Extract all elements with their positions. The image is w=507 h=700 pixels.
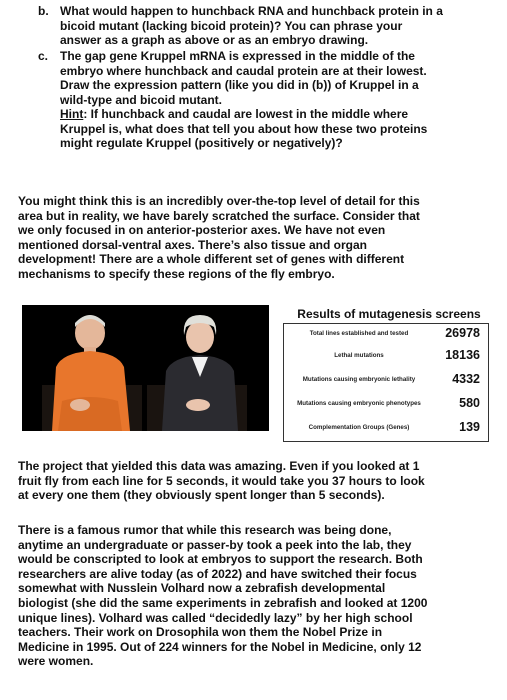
text-line: embryo where hunchback and caudal protein are at their lowest. xyxy=(60,63,427,78)
text-line: mechanisms to specify these regions of the fly embryo. xyxy=(18,266,335,281)
table-title: Results of mutagenesis screens xyxy=(297,307,481,321)
text-line: bicoid mutant (lacking bicoid protein)? You can phrase your xyxy=(60,18,403,33)
row-label: Total lines established and tested xyxy=(309,330,409,337)
table-row xyxy=(284,324,488,346)
text-line: biologist (she did the same experiments in zebrafish and looked at 1200 xyxy=(18,595,428,610)
table-row xyxy=(284,394,488,416)
question-c-text xyxy=(60,49,496,151)
text-line: anytime an undergraduate or passer-by took a peek into the lab, they xyxy=(18,537,412,552)
paragraph-context xyxy=(18,194,496,282)
question-b-text xyxy=(60,4,496,48)
text-line: at every one them (they obviously spent longer than 5 seconds). xyxy=(18,488,385,503)
researchers-photo xyxy=(22,305,269,431)
table-row xyxy=(284,370,488,392)
researchers-illustration xyxy=(22,305,269,431)
hint-label: Hint xyxy=(60,107,84,121)
text-line: somewhat with Nusslein Volhard now a zebrafish developmental xyxy=(18,581,386,596)
text-line: we only focused in on anterior-posterior axes. We have not even xyxy=(18,223,386,238)
text-line: might regulate Kruppel (positively or negatively)? xyxy=(60,136,343,150)
text-line: Medicine in 1995. Out of 224 winners for the Nobel in Medicine, only 12 xyxy=(18,639,422,654)
question-c xyxy=(38,49,496,151)
text-line: teachers. Their work on Drosophila won them the Nobel Prize in xyxy=(18,625,383,640)
row-label: Complementation Groups (Genes) xyxy=(308,424,410,431)
text-line: were women. xyxy=(18,654,94,669)
text-line: researchers are alive today (as of 2022) and have switched their focus xyxy=(18,566,417,581)
table-row xyxy=(284,346,488,368)
row-label: Lethal mutations xyxy=(334,352,384,359)
row-value: 26978 xyxy=(445,326,480,340)
text-line: There is a famous rumor that while this research was being done, xyxy=(18,523,392,537)
text-line: You might think this is an incredibly over-the-top level of detail for this xyxy=(18,194,420,208)
text-line: fruit fly from each line for 5 seconds, it would take you 37 hours to look xyxy=(18,473,425,488)
text-line: mentioned dorsal-ventral axes. There’s also tissue and organ xyxy=(18,237,367,252)
text-line: The gap gene Kruppel mRNA is expressed in the middle of the xyxy=(60,49,415,63)
row-value: 139 xyxy=(459,420,480,434)
question-c-label: c. xyxy=(38,49,49,63)
text-line: would be conscripted to look at embryos to support the research. Both xyxy=(18,552,423,567)
row-label: Mutations causing embryonic lethality xyxy=(302,376,416,383)
table-row xyxy=(284,418,488,440)
row-value: 18136 xyxy=(445,348,480,362)
hint-line xyxy=(60,107,496,122)
text-line: Draw the expression pattern (like you did in (b)) of Kruppel in a xyxy=(60,78,419,92)
paragraph-rumor xyxy=(18,523,496,669)
text-line: answer as a graph as above or as an embryo drawing. xyxy=(60,33,369,47)
text-line: unique lines). Volhard was called “decidedly lazy” by her high school xyxy=(18,610,413,625)
row-value: 4332 xyxy=(452,372,480,386)
text-line: What would happen to hunchback RNA and hunchback protein in a xyxy=(60,4,443,18)
text-line: area but in reality, we have barely scratched the surface. Consider that xyxy=(18,208,420,223)
question-b-label: b. xyxy=(38,4,49,18)
text-line: : If hunchback and caudal are lowest in the middle where xyxy=(83,107,409,121)
text-line: Kruppel is, what does that tell you about how these two proteins xyxy=(60,121,428,136)
text-line: wild-type and bicoid mutant. xyxy=(60,92,222,107)
row-label: Mutations causing embryonic phenotypes xyxy=(297,400,421,407)
text-line: development! There are a whole different set of genes with different xyxy=(18,252,405,267)
row-value: 580 xyxy=(459,396,480,410)
question-b xyxy=(38,4,496,48)
text-line: The project that yielded this data was amazing. Even if you looked at 1 xyxy=(18,459,420,473)
paragraph-project xyxy=(18,459,496,503)
mutagenesis-results-table xyxy=(283,323,489,442)
